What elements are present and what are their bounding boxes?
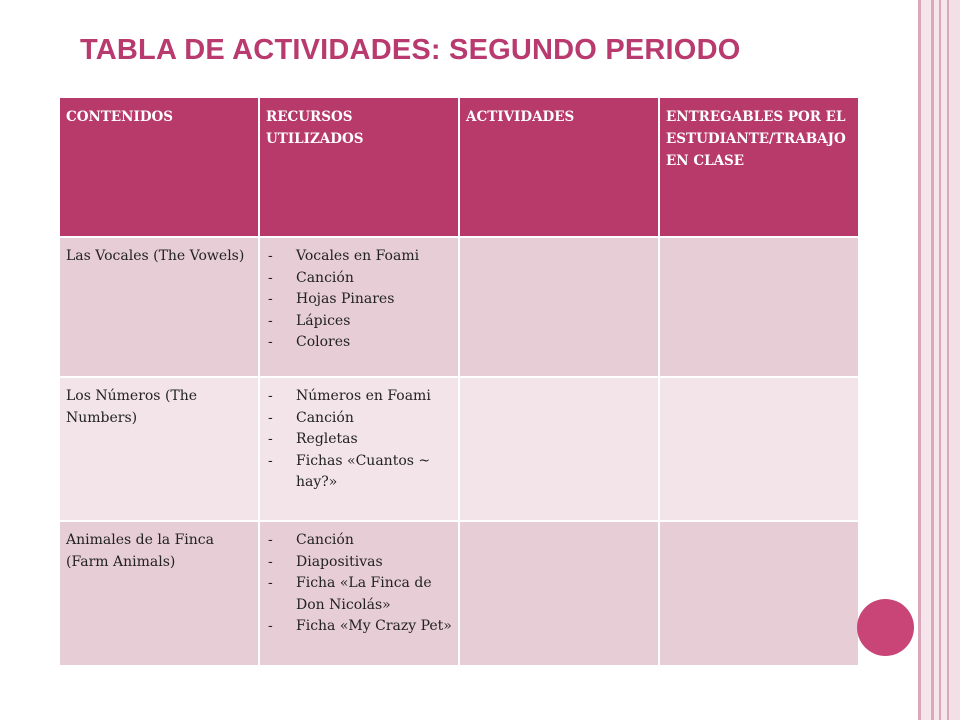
bullet: -: [268, 431, 273, 447]
page-title: TABLA DE ACTIVIDADES: SEGUNDO PERIODO: [80, 34, 741, 66]
cell-contenido: Las Vocales (The Vowels): [59, 237, 259, 377]
list-item: [266, 246, 452, 268]
table-row: [59, 237, 859, 377]
list-item: [266, 311, 452, 333]
activities-table: [58, 96, 860, 667]
resource-text: Ficha «La Finca de Don Nicolás»: [296, 575, 432, 613]
bullet: -: [268, 291, 273, 307]
bullet: -: [268, 532, 273, 548]
bullet: -: [268, 334, 273, 350]
resource-text: Regletas: [296, 431, 358, 447]
list-item: [266, 552, 452, 574]
resource-text: Canción: [296, 269, 354, 286]
resource-text: Canción: [296, 532, 354, 548]
list-item: [266, 573, 452, 616]
bullet: -: [268, 248, 273, 264]
resource-text: Hojas Pinares: [296, 291, 395, 307]
resource-text: Lápices: [296, 312, 351, 329]
bullet: -: [268, 269, 273, 286]
cell-entregables: [659, 377, 859, 521]
bullet: -: [268, 409, 273, 426]
resource-text: Diapositivas: [296, 553, 383, 570]
header-entregables: ENTREGABLES POR EL ESTUDIANTE/TRABAJO EN CLASE: [659, 97, 859, 237]
resource-list: [266, 386, 452, 494]
list-item: [266, 268, 452, 290]
cell-recursos: [259, 237, 459, 377]
cell-contenido: Los Números (The Numbers): [59, 377, 259, 521]
cell-recursos: [259, 521, 459, 666]
cell-actividades: [459, 237, 659, 377]
list-item: [266, 408, 452, 430]
cell-recursos: [259, 377, 459, 521]
header-actividades: ACTIVIDADES: [459, 97, 659, 237]
list-item: [266, 429, 452, 451]
table-row: [59, 521, 859, 666]
list-item: [266, 451, 452, 494]
decorative-circle: [857, 599, 914, 656]
bullet: -: [268, 388, 273, 404]
resource-list: [266, 246, 452, 354]
decorative-stripe: [921, 0, 931, 720]
table-header-row: [59, 97, 859, 237]
list-item: [266, 530, 452, 552]
cell-entregables: [659, 521, 859, 666]
resource-text: Ficha «My Crazy Pet»: [296, 618, 452, 634]
list-item: [266, 616, 452, 638]
list-item: [266, 289, 452, 311]
resource-text: Colores: [296, 334, 351, 350]
decorative-stripe: [949, 0, 960, 720]
bullet: -: [268, 312, 273, 329]
bullet: -: [268, 618, 273, 634]
cell-actividades: [459, 377, 659, 521]
header-contenidos: CONTENIDOS: [59, 97, 259, 237]
bullet: -: [268, 553, 273, 570]
cell-entregables: [659, 237, 859, 377]
resource-text: Canción: [296, 409, 354, 426]
cell-actividades: [459, 521, 659, 666]
header-recursos: RECURSOS UTILIZADOS: [259, 97, 459, 237]
cell-contenido: Animales de la Finca (Farm Animals): [59, 521, 259, 666]
bullet: -: [268, 575, 273, 591]
resource-text: Números en Foami: [296, 388, 431, 404]
table-row: [59, 377, 859, 521]
list-item: [266, 386, 452, 408]
bullet: -: [268, 452, 273, 469]
resource-text: Fichas «Cuantos ~ hay?»: [296, 452, 431, 490]
resource-text: Vocales en Foami: [296, 248, 420, 264]
list-item: [266, 332, 452, 354]
resource-list: [266, 530, 452, 638]
